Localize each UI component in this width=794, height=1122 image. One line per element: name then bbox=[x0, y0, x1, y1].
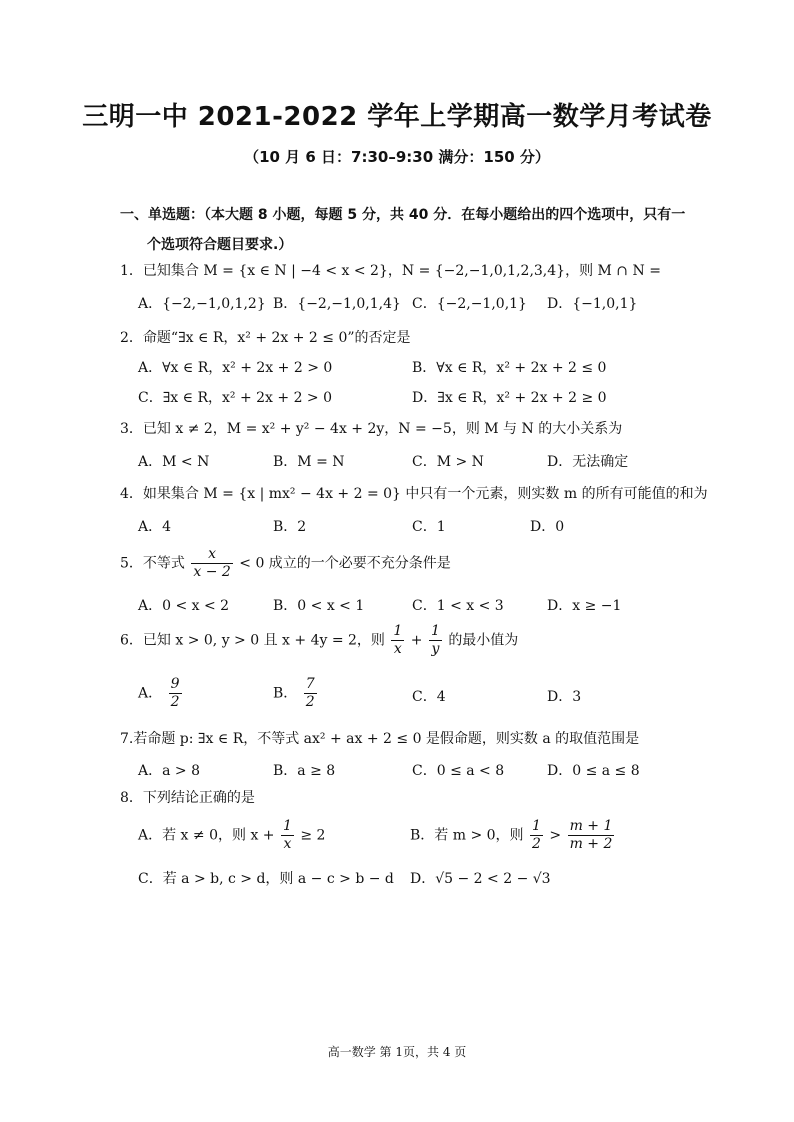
question-5-option-a: A．0 < x < 2 bbox=[138, 598, 230, 614]
question-6-option-b-label: B． bbox=[273, 685, 298, 702]
question-6-option-b bbox=[273, 676, 319, 711]
question-4-option-c: C．1 bbox=[412, 519, 446, 535]
question-1-option-a: A．{−2,−1,0,1,2} bbox=[138, 296, 266, 312]
question-2-option-b: B．∀x ∈ R，x² + 2x + 2 ≤ 0 bbox=[412, 360, 607, 376]
question-8-option-a-suffix: ≥ 2 bbox=[300, 827, 326, 844]
question-5-fraction-denominator: x − 2 bbox=[193, 564, 231, 580]
question-8-option-b bbox=[410, 818, 616, 853]
question-8-option-b-fraction-2 bbox=[568, 818, 615, 853]
question-6-option-b-fraction bbox=[304, 676, 317, 711]
question-7-option-d: D．0 ≤ a ≤ 8 bbox=[547, 763, 640, 779]
question-4-option-d: D．0 bbox=[530, 519, 565, 535]
question-7-option-b: B．a ≥ 8 bbox=[273, 763, 336, 779]
question-5-stem-suffix: < 0 成立的一个必要不充分条件是 bbox=[239, 555, 451, 572]
question-8-option-b-fraction-1 bbox=[530, 818, 543, 853]
question-6-fraction-2 bbox=[429, 623, 442, 658]
question-5-fraction-numerator: x bbox=[191, 546, 232, 564]
question-3-option-c: C．M > N bbox=[412, 454, 484, 470]
question-6-option-b-numerator: 7 bbox=[305, 676, 315, 692]
question-6-option-a-label: A． bbox=[138, 685, 163, 702]
question-6-fraction-2-numerator: 1 bbox=[430, 623, 440, 639]
question-8-option-d: D．√5 − 2 < 2 − √3 bbox=[410, 871, 551, 887]
question-7-option-c: C．0 ≤ a < 8 bbox=[412, 763, 505, 779]
question-8-option-b-prefix: B．若 m > 0，则 bbox=[410, 827, 524, 844]
question-8-option-a-prefix: A．若 x ≠ 0，则 x + bbox=[138, 827, 275, 844]
question-8-option-a-numerator: 1 bbox=[282, 818, 292, 834]
question-8-option-b-fraction-2-numerator: m + 1 bbox=[569, 818, 613, 834]
exam-time-and-score: （10 月 6 日：7:30–9:30 满分：150 分） bbox=[244, 148, 550, 166]
question-8-option-b-fraction-1-denominator: 2 bbox=[532, 836, 541, 852]
question-8-option-a bbox=[138, 818, 325, 853]
page-footer: 高一数学 第 1页，共 4 页 bbox=[327, 1045, 467, 1059]
question-4-option-a: A．4 bbox=[138, 519, 172, 535]
section-heading bbox=[120, 200, 690, 260]
question-8-option-b-comparator: > bbox=[549, 827, 562, 844]
question-1-stem: 1．已知集合 M = {x ∈ N | −4 < x < 2}，N = {−2,−1,0,1,2,3,4}，则 M ∩ N = bbox=[120, 263, 661, 279]
question-7-stem: 7.若命题 p: ∃x ∈ R，不等式 ax² + ax + 2 ≤ 0 是假命题，则实数 a 的取值范围是 bbox=[120, 731, 640, 747]
question-6-fraction-1 bbox=[391, 623, 404, 658]
question-3-stem: 3．已知 x ≠ 2，M = x² + y² − 4x + 2y，N = −5，则 M 与 N 的大小关系为 bbox=[120, 421, 623, 437]
question-6-stem bbox=[120, 623, 518, 658]
question-6-fraction-2-denominator: y bbox=[431, 641, 440, 657]
question-1-option-c: C．{−2,−1,0,1} bbox=[412, 296, 527, 312]
question-5-option-b: B．0 < x < 1 bbox=[273, 598, 365, 614]
question-8-option-b-fraction-2-denominator: m + 2 bbox=[569, 836, 613, 852]
question-2-option-a: A．∀x ∈ R，x² + 2x + 2 > 0 bbox=[138, 360, 333, 376]
question-4-option-b: B．2 bbox=[273, 519, 307, 535]
question-6-option-b-denominator: 2 bbox=[305, 694, 315, 710]
question-6-option-a-denominator: 2 bbox=[170, 694, 180, 710]
question-6-plus: + bbox=[410, 632, 423, 649]
question-8-option-b-fraction-1-numerator: 1 bbox=[532, 818, 541, 834]
question-5-option-c: C．1 < x < 3 bbox=[412, 598, 504, 614]
question-7-option-a: A．a > 8 bbox=[138, 763, 200, 779]
question-6-option-d: D．3 bbox=[547, 689, 582, 705]
question-6-fraction-1-numerator: 1 bbox=[393, 623, 403, 639]
question-2-option-c: C．∃x ∈ R，x² + 2x + 2 > 0 bbox=[138, 390, 333, 406]
question-2-stem: 2．命题“∃x ∈ R，x² + 2x + 2 ≤ 0”的否定是 bbox=[120, 330, 411, 346]
question-6-option-c: C．4 bbox=[412, 689, 446, 705]
question-1-option-b: B．{−2,−1,0,1,4} bbox=[273, 296, 401, 312]
question-3-option-a: A．M < N bbox=[138, 454, 210, 470]
question-8-option-a-denominator: x bbox=[283, 836, 292, 852]
question-6-fraction-1-denominator: x bbox=[393, 641, 402, 657]
question-4-stem: 4．如果集合 M = {x | mx² − 4x + 2 = 0} 中只有一个元素，则实数 m 的所有可能值的和为 bbox=[120, 486, 708, 502]
question-1-option-d: D．{−1,0,1} bbox=[547, 296, 638, 312]
question-2-option-d: D．∃x ∈ R，x² + 2x + 2 ≥ 0 bbox=[412, 390, 607, 406]
question-8-stem: 8．下列结论正确的是 bbox=[120, 790, 255, 806]
section-heading-line-1: 一、单选题：（本大题 8 小题，每题 5 分，共 40 分．在每小题给出的四个选项中，只有一 bbox=[120, 207, 686, 223]
question-6-stem-prefix: 6．已知 x > 0, y > 0 且 x + 4y = 2，则 bbox=[120, 632, 385, 649]
question-6-stem-suffix: 的最小值为 bbox=[448, 632, 519, 649]
question-6-option-a bbox=[138, 676, 184, 711]
question-8-option-a-fraction bbox=[281, 818, 294, 853]
question-8-option-c: C．若 a > b, c > d，则 a − c > b − d bbox=[138, 871, 394, 887]
page-title: 三明一中 2021-2022 学年上学期高一数学月考试卷 bbox=[82, 102, 712, 132]
section-heading-line-2: 个选项符合题目要求.） bbox=[147, 237, 293, 253]
question-3-option-b: B．M = N bbox=[273, 454, 345, 470]
question-3-option-d: D．无法确定 bbox=[547, 454, 629, 470]
question-5-option-d: D．x ≥ −1 bbox=[547, 598, 622, 614]
question-6-option-a-numerator: 9 bbox=[170, 676, 180, 692]
question-5-fraction bbox=[191, 546, 232, 581]
question-6-option-a-fraction bbox=[169, 676, 182, 711]
question-5-stem bbox=[120, 546, 451, 581]
question-5-stem-prefix: 5．不等式 bbox=[120, 555, 185, 572]
